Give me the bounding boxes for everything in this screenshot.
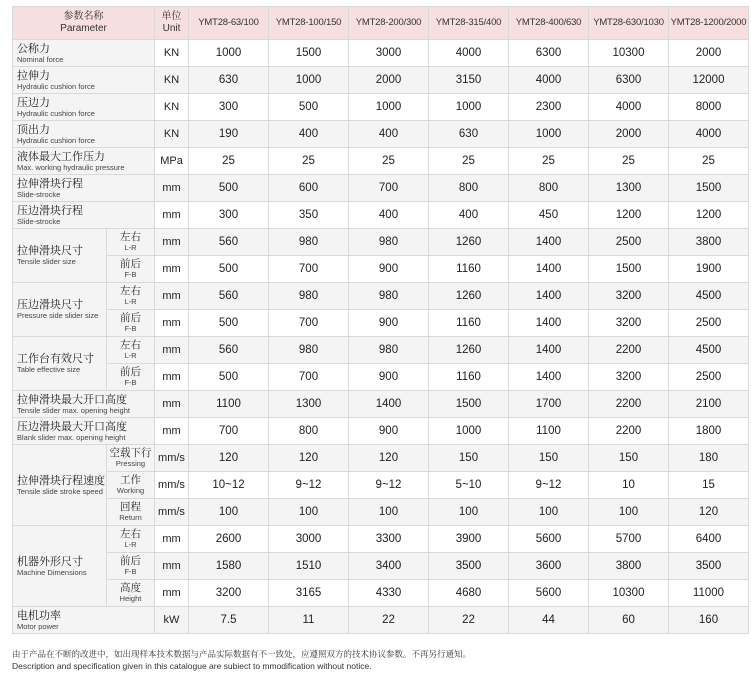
param-label bbox=[13, 418, 155, 445]
value-cell: 3150 bbox=[429, 67, 509, 94]
table-row bbox=[13, 202, 749, 229]
value-cell: 900 bbox=[349, 364, 429, 391]
value-cell: 400 bbox=[269, 121, 349, 148]
param-header-en: Parameter bbox=[60, 23, 107, 34]
sub-label-en: L-R bbox=[124, 297, 137, 306]
value-cell: 4500 bbox=[669, 283, 749, 310]
table-row bbox=[13, 553, 749, 580]
value-cell: 700 bbox=[189, 418, 269, 445]
sub-label-en: F-B bbox=[124, 270, 137, 279]
value-cell: 800 bbox=[269, 418, 349, 445]
value-cell: 150 bbox=[429, 445, 509, 472]
sub-label-en: L-R bbox=[124, 243, 137, 252]
value-cell: 100 bbox=[509, 499, 589, 526]
param-label-en: Tensile slider max. opening height bbox=[17, 405, 130, 415]
value-cell: 1260 bbox=[429, 283, 509, 310]
group-label-en: Pressure side slider size bbox=[17, 311, 99, 320]
value-cell: 3300 bbox=[349, 526, 429, 553]
sub-label-en: Height bbox=[119, 594, 142, 603]
value-cell: 630 bbox=[429, 121, 509, 148]
value-cell: 700 bbox=[269, 310, 349, 337]
value-cell: 2000 bbox=[669, 40, 749, 67]
value-cell: 400 bbox=[349, 202, 429, 229]
unit-cell: mm bbox=[155, 580, 189, 607]
param-label-zh: 压边滑块最大开口高度 bbox=[17, 420, 127, 433]
footnote-zh: 由于产品在不断的改进中，如出现样本技术数据与产品实际数据有不一致处，应遵照双方的技术协议参数。不再另行通知。 bbox=[12, 649, 472, 659]
table-row bbox=[13, 148, 749, 175]
value-cell: 4000 bbox=[509, 67, 589, 94]
group-label bbox=[13, 445, 107, 526]
group-label-en: Machine Dimensions bbox=[17, 567, 87, 577]
sub-label bbox=[107, 229, 155, 256]
value-cell: 4000 bbox=[589, 94, 669, 121]
sub-label-en: L-R bbox=[124, 540, 137, 549]
value-cell: 3900 bbox=[429, 526, 509, 553]
value-cell: 600 bbox=[269, 175, 349, 202]
value-cell: 25 bbox=[589, 148, 669, 175]
group-label-zh: 工作台有效尺寸 bbox=[17, 353, 94, 365]
value-cell: 6300 bbox=[589, 67, 669, 94]
value-cell: 6400 bbox=[669, 526, 749, 553]
value-cell: 1400 bbox=[509, 364, 589, 391]
value-cell: 60 bbox=[589, 607, 669, 634]
group-label-zh: 机器外形尺寸 bbox=[17, 555, 83, 568]
value-cell: 1300 bbox=[269, 391, 349, 418]
sub-label-zh: 前后 bbox=[120, 366, 141, 378]
spec-table bbox=[12, 6, 749, 634]
param-label-en: Max. working hydraulic pressure bbox=[17, 162, 125, 172]
param-label-zh: 压边力 bbox=[17, 96, 50, 109]
param-label-en: Hydraulic cushion force bbox=[17, 135, 95, 145]
param-label-en: Slide-strocke bbox=[17, 216, 61, 226]
value-cell: 25 bbox=[669, 148, 749, 175]
param-header-zh: 参数名称 bbox=[63, 11, 104, 22]
value-cell: 1400 bbox=[509, 256, 589, 283]
sub-label-zh: 左右 bbox=[120, 285, 141, 297]
value-cell: 900 bbox=[349, 310, 429, 337]
value-cell: 1500 bbox=[429, 391, 509, 418]
value-cell: 9~12 bbox=[349, 472, 429, 499]
value-cell: 2200 bbox=[589, 337, 669, 364]
spec-table-body bbox=[13, 40, 749, 634]
sub-label bbox=[107, 580, 155, 607]
unit-cell: mm bbox=[155, 418, 189, 445]
value-cell: 980 bbox=[349, 337, 429, 364]
value-cell: 100 bbox=[189, 499, 269, 526]
unit-cell: mm bbox=[155, 553, 189, 580]
sub-label-en: F-B bbox=[124, 378, 137, 387]
value-cell: 2200 bbox=[589, 391, 669, 418]
group-label-zh: 拉伸滑块尺寸 bbox=[17, 245, 83, 257]
value-cell: 700 bbox=[269, 364, 349, 391]
value-cell: 5~10 bbox=[429, 472, 509, 499]
value-cell: 9~12 bbox=[509, 472, 589, 499]
sub-label-zh: 前后 bbox=[120, 312, 141, 324]
value-cell: 120 bbox=[269, 445, 349, 472]
unit-cell: mm/s bbox=[155, 499, 189, 526]
unit-cell: KN bbox=[155, 94, 189, 121]
value-cell: 10~12 bbox=[189, 472, 269, 499]
value-cell: 500 bbox=[189, 310, 269, 337]
value-cell: 160 bbox=[669, 607, 749, 634]
unit-cell: mm bbox=[155, 256, 189, 283]
value-cell: 560 bbox=[189, 283, 269, 310]
unit-header-zh: 单位 bbox=[161, 11, 182, 22]
unit-cell: KN bbox=[155, 67, 189, 94]
value-cell: 25 bbox=[349, 148, 429, 175]
sub-label-en: F-B bbox=[124, 324, 137, 333]
unit-cell: mm bbox=[155, 229, 189, 256]
value-cell: 3500 bbox=[669, 553, 749, 580]
value-cell: 1000 bbox=[429, 94, 509, 121]
unit-cell: mm/s bbox=[155, 472, 189, 499]
value-cell: 150 bbox=[589, 445, 669, 472]
value-cell: 4680 bbox=[429, 580, 509, 607]
sub-label bbox=[107, 283, 155, 310]
param-label-zh: 公称力 bbox=[17, 42, 50, 55]
value-cell: 1100 bbox=[189, 391, 269, 418]
value-cell: 9~12 bbox=[269, 472, 349, 499]
sub-label bbox=[107, 310, 155, 337]
value-cell: 150 bbox=[509, 445, 589, 472]
value-cell: 630 bbox=[189, 67, 269, 94]
value-cell: 4000 bbox=[669, 121, 749, 148]
sub-label-zh: 左右 bbox=[120, 528, 141, 540]
sub-label-en: Working bbox=[116, 486, 145, 495]
param-label-en: Slide-strocke bbox=[17, 189, 61, 199]
param-label-zh: 液体最大工作压力 bbox=[17, 150, 105, 163]
value-cell: 8000 bbox=[669, 94, 749, 121]
sub-label-zh: 左右 bbox=[120, 231, 141, 243]
table-row bbox=[13, 94, 749, 121]
value-cell: 2200 bbox=[589, 418, 669, 445]
value-cell: 400 bbox=[349, 121, 429, 148]
param-label bbox=[13, 607, 155, 634]
group-label-en: Table effective size bbox=[17, 365, 81, 374]
value-cell: 1500 bbox=[269, 40, 349, 67]
value-cell: 100 bbox=[429, 499, 509, 526]
value-cell: 3200 bbox=[589, 310, 669, 337]
value-cell: 2000 bbox=[589, 121, 669, 148]
sub-label bbox=[107, 256, 155, 283]
unit-cell: mm bbox=[155, 337, 189, 364]
value-cell: 3200 bbox=[189, 580, 269, 607]
value-cell: 4500 bbox=[669, 337, 749, 364]
value-cell: 1000 bbox=[429, 418, 509, 445]
sub-label-en: Pressing bbox=[115, 459, 146, 468]
value-cell: 1500 bbox=[589, 256, 669, 283]
value-cell: 3165 bbox=[269, 580, 349, 607]
param-label bbox=[13, 202, 155, 229]
value-cell: 22 bbox=[429, 607, 509, 634]
value-cell: 500 bbox=[189, 175, 269, 202]
value-cell: 4000 bbox=[429, 40, 509, 67]
value-cell: 2300 bbox=[509, 94, 589, 121]
value-cell: 10300 bbox=[589, 40, 669, 67]
footnote bbox=[12, 648, 748, 672]
sub-label-zh: 左右 bbox=[120, 339, 141, 351]
value-cell: 3800 bbox=[669, 229, 749, 256]
value-cell: 100 bbox=[589, 499, 669, 526]
group-label-zh: 拉伸滑块行程速度 bbox=[17, 474, 105, 487]
value-cell: 1160 bbox=[429, 256, 509, 283]
value-cell: 800 bbox=[429, 175, 509, 202]
table-row bbox=[13, 310, 749, 337]
sub-label-en: L-R bbox=[124, 351, 137, 360]
value-cell: 120 bbox=[349, 445, 429, 472]
table-row bbox=[13, 175, 749, 202]
value-cell: 100 bbox=[269, 499, 349, 526]
value-cell: 1000 bbox=[349, 94, 429, 121]
sub-label bbox=[107, 526, 155, 553]
value-cell: 5600 bbox=[509, 580, 589, 607]
value-cell: 1900 bbox=[669, 256, 749, 283]
param-label-en: Motor power bbox=[17, 621, 59, 631]
value-cell: 500 bbox=[189, 256, 269, 283]
value-cell: 25 bbox=[189, 148, 269, 175]
model-header: YMT28-400/630 bbox=[509, 7, 589, 40]
footnote-en: Description and specification given in this catalogue are subiect to mmodification without notice. bbox=[12, 661, 372, 671]
value-cell: 3000 bbox=[269, 526, 349, 553]
param-label bbox=[13, 148, 155, 175]
sub-label-zh: 前后 bbox=[120, 555, 141, 567]
unit-cell: mm bbox=[155, 202, 189, 229]
sub-label bbox=[107, 499, 155, 526]
param-label bbox=[13, 175, 155, 202]
value-cell: 350 bbox=[269, 202, 349, 229]
param-header bbox=[13, 7, 155, 40]
param-label-zh: 拉伸滑块行程 bbox=[17, 177, 83, 190]
table-row bbox=[13, 580, 749, 607]
table-row bbox=[13, 391, 749, 418]
sub-label-zh: 工作 bbox=[120, 474, 141, 486]
value-cell: 22 bbox=[349, 607, 429, 634]
table-row bbox=[13, 40, 749, 67]
table-row bbox=[13, 229, 749, 256]
value-cell: 1200 bbox=[669, 202, 749, 229]
sub-label-zh: 前后 bbox=[120, 258, 141, 270]
table-row bbox=[13, 499, 749, 526]
value-cell: 3800 bbox=[589, 553, 669, 580]
value-cell: 1400 bbox=[509, 337, 589, 364]
value-cell: 1000 bbox=[509, 121, 589, 148]
param-label-en: Nominal force bbox=[17, 54, 64, 64]
value-cell: 1400 bbox=[509, 283, 589, 310]
param-label-en: Hydraulic cushion force bbox=[17, 81, 95, 91]
value-cell: 450 bbox=[509, 202, 589, 229]
value-cell: 1000 bbox=[269, 67, 349, 94]
value-cell: 1260 bbox=[429, 337, 509, 364]
param-label-en: Hydraulic cushion force bbox=[17, 108, 95, 118]
value-cell: 980 bbox=[349, 229, 429, 256]
value-cell: 3500 bbox=[429, 553, 509, 580]
sub-label bbox=[107, 472, 155, 499]
table-row bbox=[13, 526, 749, 553]
param-label-zh: 压边滑块行程 bbox=[17, 204, 83, 217]
sub-label bbox=[107, 445, 155, 472]
value-cell: 2000 bbox=[349, 67, 429, 94]
param-label-zh: 拉伸力 bbox=[17, 69, 50, 82]
value-cell: 11000 bbox=[669, 580, 749, 607]
value-cell: 25 bbox=[269, 148, 349, 175]
value-cell: 5700 bbox=[589, 526, 669, 553]
value-cell: 1510 bbox=[269, 553, 349, 580]
table-row bbox=[13, 607, 749, 634]
value-cell: 980 bbox=[269, 337, 349, 364]
param-label-zh: 顶出力 bbox=[17, 123, 50, 136]
table-row bbox=[13, 256, 749, 283]
value-cell: 2500 bbox=[669, 310, 749, 337]
value-cell: 400 bbox=[429, 202, 509, 229]
param-label-en: Blank slider max. opening height bbox=[17, 432, 126, 442]
table-row bbox=[13, 121, 749, 148]
sub-label-en: F-B bbox=[124, 567, 137, 576]
unit-header-en: Unit bbox=[162, 23, 181, 34]
value-cell: 700 bbox=[269, 256, 349, 283]
value-cell: 2500 bbox=[589, 229, 669, 256]
value-cell: 900 bbox=[349, 418, 429, 445]
group-label-en: Tensile slide stroke speed bbox=[17, 486, 103, 496]
value-cell: 3000 bbox=[349, 40, 429, 67]
table-row bbox=[13, 364, 749, 391]
value-cell: 2600 bbox=[189, 526, 269, 553]
value-cell: 500 bbox=[269, 94, 349, 121]
group-label bbox=[13, 229, 107, 283]
group-label bbox=[13, 283, 107, 337]
value-cell: 11 bbox=[269, 607, 349, 634]
model-header: YMT28-100/150 bbox=[269, 7, 349, 40]
value-cell: 300 bbox=[189, 94, 269, 121]
value-cell: 180 bbox=[669, 445, 749, 472]
group-label bbox=[13, 337, 107, 391]
unit-cell: mm/s bbox=[155, 445, 189, 472]
value-cell: 10300 bbox=[589, 580, 669, 607]
model-header: YMT28-630/1030 bbox=[589, 7, 669, 40]
unit-cell: mm bbox=[155, 175, 189, 202]
value-cell: 2500 bbox=[669, 364, 749, 391]
sub-label-zh: 回程 bbox=[120, 501, 141, 513]
value-cell: 3200 bbox=[589, 283, 669, 310]
unit-cell: KN bbox=[155, 121, 189, 148]
value-cell: 1400 bbox=[509, 229, 589, 256]
table-row bbox=[13, 445, 749, 472]
header-row bbox=[13, 7, 749, 40]
unit-cell: mm bbox=[155, 364, 189, 391]
value-cell: 44 bbox=[509, 607, 589, 634]
value-cell: 3200 bbox=[589, 364, 669, 391]
sub-label-en: Return bbox=[119, 513, 142, 522]
unit-cell: mm bbox=[155, 526, 189, 553]
model-header: YMT28-63/100 bbox=[189, 7, 269, 40]
value-cell: 1400 bbox=[509, 310, 589, 337]
model-header: YMT28-1200/2000 bbox=[669, 7, 749, 40]
param-label bbox=[13, 94, 155, 121]
value-cell: 4330 bbox=[349, 580, 429, 607]
value-cell: 7.5 bbox=[189, 607, 269, 634]
sub-label-zh: 高度 bbox=[120, 582, 141, 594]
value-cell: 1300 bbox=[589, 175, 669, 202]
unit-cell: MPa bbox=[155, 148, 189, 175]
table-row bbox=[13, 418, 749, 445]
group-label-en: Tensile slider size bbox=[17, 257, 76, 266]
value-cell: 25 bbox=[509, 148, 589, 175]
sub-label bbox=[107, 364, 155, 391]
value-cell: 1800 bbox=[669, 418, 749, 445]
value-cell: 5600 bbox=[509, 526, 589, 553]
param-label bbox=[13, 391, 155, 418]
unit-cell: mm bbox=[155, 310, 189, 337]
param-label bbox=[13, 121, 155, 148]
value-cell: 190 bbox=[189, 121, 269, 148]
value-cell: 560 bbox=[189, 229, 269, 256]
value-cell: 700 bbox=[349, 175, 429, 202]
sub-label bbox=[107, 553, 155, 580]
value-cell: 2100 bbox=[669, 391, 749, 418]
unit-cell: kW bbox=[155, 607, 189, 634]
sub-label bbox=[107, 337, 155, 364]
value-cell: 560 bbox=[189, 337, 269, 364]
value-cell: 1000 bbox=[189, 40, 269, 67]
table-row bbox=[13, 472, 749, 499]
table-row bbox=[13, 337, 749, 364]
sub-label-zh: 空载下行 bbox=[109, 447, 152, 459]
value-cell: 120 bbox=[189, 445, 269, 472]
value-cell: 120 bbox=[669, 499, 749, 526]
unit-cell: KN bbox=[155, 40, 189, 67]
param-label-zh: 拉伸滑块最大开口高度 bbox=[17, 393, 127, 406]
value-cell: 1260 bbox=[429, 229, 509, 256]
value-cell: 980 bbox=[269, 229, 349, 256]
value-cell: 3600 bbox=[509, 553, 589, 580]
value-cell: 1160 bbox=[429, 364, 509, 391]
value-cell: 6300 bbox=[509, 40, 589, 67]
value-cell: 1160 bbox=[429, 310, 509, 337]
param-label bbox=[13, 67, 155, 94]
param-label bbox=[13, 40, 155, 67]
unit-cell: mm bbox=[155, 391, 189, 418]
model-header: YMT28-315/400 bbox=[429, 7, 509, 40]
value-cell: 1400 bbox=[349, 391, 429, 418]
param-label-zh: 电机功率 bbox=[17, 609, 61, 622]
value-cell: 1200 bbox=[589, 202, 669, 229]
value-cell: 12000 bbox=[669, 67, 749, 94]
group-label bbox=[13, 526, 107, 607]
value-cell: 980 bbox=[269, 283, 349, 310]
value-cell: 25 bbox=[429, 148, 509, 175]
table-row bbox=[13, 67, 749, 94]
value-cell: 500 bbox=[189, 364, 269, 391]
model-header: YMT28-200/300 bbox=[349, 7, 429, 40]
group-label-zh: 压边滑块尺寸 bbox=[17, 299, 83, 311]
value-cell: 100 bbox=[349, 499, 429, 526]
value-cell: 1700 bbox=[509, 391, 589, 418]
unit-header bbox=[155, 7, 189, 40]
value-cell: 15 bbox=[669, 472, 749, 499]
value-cell: 300 bbox=[189, 202, 269, 229]
unit-cell: mm bbox=[155, 283, 189, 310]
value-cell: 1580 bbox=[189, 553, 269, 580]
value-cell: 1500 bbox=[669, 175, 749, 202]
value-cell: 800 bbox=[509, 175, 589, 202]
value-cell: 3400 bbox=[349, 553, 429, 580]
value-cell: 10 bbox=[589, 472, 669, 499]
value-cell: 980 bbox=[349, 283, 429, 310]
value-cell: 900 bbox=[349, 256, 429, 283]
table-row bbox=[13, 283, 749, 310]
value-cell: 1100 bbox=[509, 418, 589, 445]
